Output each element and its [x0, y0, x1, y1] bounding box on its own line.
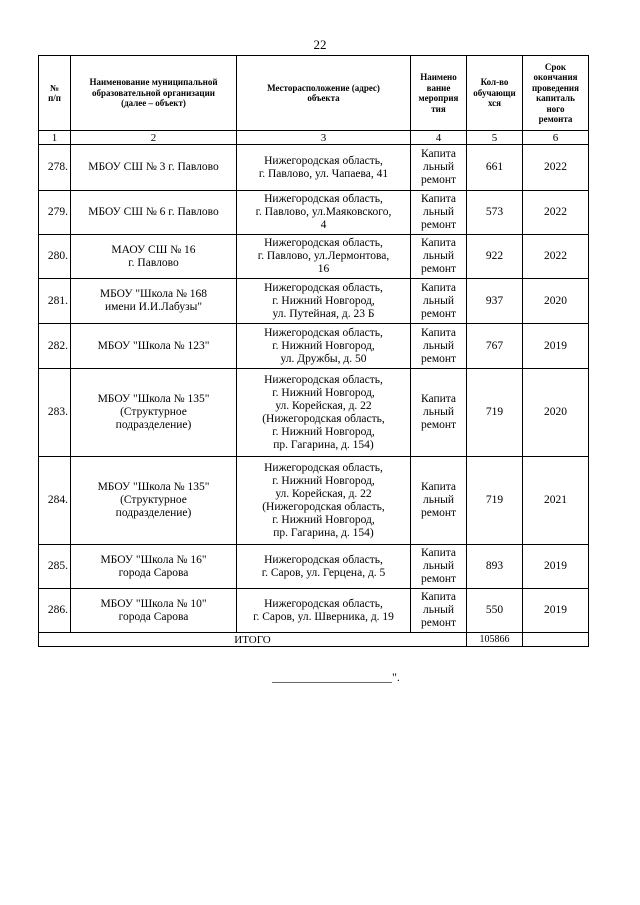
deadline-year: 2019 — [523, 589, 589, 633]
org-address: Нижегородская область, г. Павлово, ул.Маяковского, 4 — [237, 191, 411, 235]
table-row — [39, 369, 589, 457]
table-row — [39, 589, 589, 633]
table-row — [39, 457, 589, 545]
total-value: 105866 — [467, 633, 523, 647]
deadline-year: 2019 — [523, 545, 589, 589]
column-numbers-row — [39, 131, 589, 145]
header-measure: Наимено вание мероприя тия — [411, 56, 467, 131]
header-count: Кол-во обучающи хся — [467, 56, 523, 131]
student-count: 922 — [467, 235, 523, 279]
row-number: 279. — [39, 191, 71, 235]
closing-line: ____________________". — [272, 670, 400, 684]
measure-type: Капита льный ремонт — [411, 279, 467, 324]
org-name: МАОУ СШ № 16 г. Павлово — [71, 235, 237, 279]
student-count: 767 — [467, 324, 523, 369]
total-empty-cell — [523, 633, 589, 647]
org-address: Нижегородская область, г. Саров, ул. Шверника, д. 19 — [237, 589, 411, 633]
column-number: 1 — [39, 131, 71, 145]
total-label: ИТОГО — [39, 633, 467, 647]
org-name: МБОУ "Школа № 135" (Структурное подразделение) — [71, 457, 237, 545]
header-row — [39, 56, 589, 131]
table-row — [39, 235, 589, 279]
student-count: 719 — [467, 369, 523, 457]
row-number: 286. — [39, 589, 71, 633]
student-count: 719 — [467, 457, 523, 545]
measure-type: Капита льный ремонт — [411, 369, 467, 457]
column-number: 4 — [411, 131, 467, 145]
student-count: 937 — [467, 279, 523, 324]
measure-type: Капита льный ремонт — [411, 145, 467, 191]
deadline-year: 2022 — [523, 145, 589, 191]
org-address: Нижегородская область, г. Саров, ул. Герцена, д. 5 — [237, 545, 411, 589]
page-number: 22 — [313, 37, 327, 52]
row-number: 284. — [39, 457, 71, 545]
column-number: 2 — [71, 131, 237, 145]
row-number: 283. — [39, 369, 71, 457]
measure-type: Капита льный ремонт — [411, 324, 467, 369]
table-row — [39, 279, 589, 324]
total-row — [39, 633, 589, 647]
measure-type: Капита льный ремонт — [411, 191, 467, 235]
table-row — [39, 324, 589, 369]
header-name: Наименование муниципальной образовательной организации (далее – объект) — [71, 56, 237, 131]
row-number: 278. — [39, 145, 71, 191]
org-name: МБОУ СШ № 3 г. Павлово — [71, 145, 237, 191]
org-name: МБОУ "Школа № 10" города Сарова — [71, 589, 237, 633]
column-number: 3 — [237, 131, 411, 145]
deadline-year: 2022 — [523, 191, 589, 235]
row-number: 285. — [39, 545, 71, 589]
deadline-year: 2022 — [523, 235, 589, 279]
header-address: Месторасположение (адрес) объекта — [237, 56, 411, 131]
org-name: МБОУ "Школа № 16" города Сарова — [71, 545, 237, 589]
table-row — [39, 145, 589, 191]
row-number: 281. — [39, 279, 71, 324]
deadline-year: 2021 — [523, 457, 589, 545]
deadline-year: 2020 — [523, 279, 589, 324]
deadline-year: 2020 — [523, 369, 589, 457]
header-deadline: Срок окончания проведения капиталь ного ремонта — [523, 56, 589, 131]
measure-type: Капита льный ремонт — [411, 235, 467, 279]
student-count: 893 — [467, 545, 523, 589]
org-name: МБОУ "Школа № 135" (Структурное подразделение) — [71, 369, 237, 457]
table-row — [39, 191, 589, 235]
column-number: 5 — [467, 131, 523, 145]
org-address: Нижегородская область, г. Нижний Новгород, ул. Путейная, д. 23 Б — [237, 279, 411, 324]
schools-table — [38, 55, 589, 647]
org-name: МБОУ "Школа № 168 имени И.И.Лабузы" — [71, 279, 237, 324]
org-address: Нижегородская область, г. Павлово, ул.Лермонтова, 16 — [237, 235, 411, 279]
org-address: Нижегородская область, г. Нижний Новгород, ул. Дружбы, д. 50 — [237, 324, 411, 369]
row-number: 282. — [39, 324, 71, 369]
org-address: Нижегородская область, г. Павлово, ул. Чапаева, 41 — [237, 145, 411, 191]
measure-type: Капита льный ремонт — [411, 545, 467, 589]
student-count: 661 — [467, 145, 523, 191]
measure-type: Капита льный ремонт — [411, 457, 467, 545]
org-address: Нижегородская область, г. Нижний Новгород, ул. Корейская, д. 22 (Нижегородская область, г. Нижний Новгород, пр. Гагарина, д. 154) — [237, 369, 411, 457]
student-count: 550 — [467, 589, 523, 633]
deadline-year: 2019 — [523, 324, 589, 369]
table-row — [39, 545, 589, 589]
org-name: МБОУ СШ № 6 г. Павлово — [71, 191, 237, 235]
student-count: 573 — [467, 191, 523, 235]
org-address: Нижегородская область, г. Нижний Новгород, ул. Корейская, д. 22 (Нижегородская область, г. Нижний Новгород, пр. Гагарина, д. 154) — [237, 457, 411, 545]
column-number: 6 — [523, 131, 589, 145]
row-number: 280. — [39, 235, 71, 279]
header-num: № п/п — [39, 56, 71, 131]
measure-type: Капита льный ремонт — [411, 589, 467, 633]
org-name: МБОУ "Школа № 123" — [71, 324, 237, 369]
